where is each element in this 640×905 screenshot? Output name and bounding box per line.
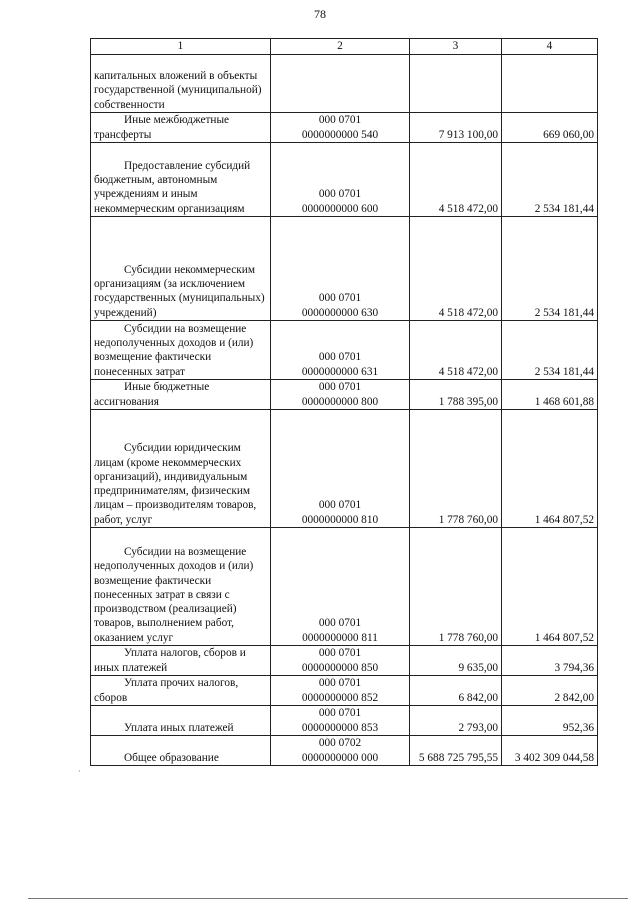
- column-header-4: 4: [502, 39, 598, 55]
- row-value-3: 2 793,00: [410, 706, 502, 736]
- column-header-1: 1: [91, 39, 271, 55]
- row-code: 000 0701 0000000000 800: [271, 380, 410, 410]
- table-row: [91, 321, 598, 380]
- row-name: Общее образование: [91, 736, 271, 766]
- row-value-4: 3 794,36: [502, 646, 598, 676]
- row-name: Субсидии на возмещение недополученных доходов и (или) возмещение фактически понесенных затрат: [91, 321, 271, 380]
- row-code: 000 0701 0000000000 850: [271, 646, 410, 676]
- row-value-4: 952,36: [502, 706, 598, 736]
- row-name: капитальных вложений в объекты государственной (муниципальной) собственности: [91, 55, 271, 113]
- table-row: [91, 380, 598, 410]
- table-row: [91, 143, 598, 217]
- table-row: [91, 706, 598, 736]
- row-value-4: [502, 55, 598, 113]
- row-value-4: 1 464 807,52: [502, 410, 598, 528]
- row-code: [271, 55, 410, 113]
- row-value-3: 6 842,00: [410, 676, 502, 706]
- row-value-4: 1 468 601,88: [502, 380, 598, 410]
- row-value-4: 1 464 807,52: [502, 528, 598, 646]
- table-row: [91, 736, 598, 766]
- table-row: [91, 113, 598, 143]
- page-bottom-rule: [28, 898, 628, 899]
- row-value-4: 2 534 181,44: [502, 217, 598, 321]
- row-name: Субсидии юридическим лицам (кроме некоммерческих организаций), индивидуальным предпринимателям, физическим лицам – производителям товаров, работ, услуг: [91, 410, 271, 528]
- row-value-3: 9 635,00: [410, 646, 502, 676]
- row-value-3: 4 518 472,00: [410, 143, 502, 217]
- table-row: [91, 55, 598, 113]
- column-header-2: 2: [271, 39, 410, 55]
- row-code: 000 0701 0000000000 630: [271, 217, 410, 321]
- row-code: 000 0701 0000000000 540: [271, 113, 410, 143]
- budget-table: [90, 38, 598, 766]
- row-code: 000 0701 0000000000 853: [271, 706, 410, 736]
- row-code: 000 0701 0000000000 810: [271, 410, 410, 528]
- row-code: 000 0701 0000000000 600: [271, 143, 410, 217]
- row-value-3: 4 518 472,00: [410, 321, 502, 380]
- row-name: Уплата прочих налогов, сборов: [91, 676, 271, 706]
- row-name: Предоставление субсидий бюджетным, автономным учреждениям и иным некоммерческим организациям: [91, 143, 271, 217]
- row-code: 000 0701 0000000000 631: [271, 321, 410, 380]
- row-code: 000 0702 0000000000 000: [271, 736, 410, 766]
- row-name: Уплата иных платежей: [91, 706, 271, 736]
- scan-speck: ·: [78, 767, 81, 776]
- column-header-3: 3: [410, 39, 502, 55]
- row-value-3: 1 788 395,00: [410, 380, 502, 410]
- table-row: [91, 676, 598, 706]
- row-name: Субсидии некоммерческим организациям (за исключением государственных (муниципальных) учреждений): [91, 217, 271, 321]
- table-row: [91, 646, 598, 676]
- row-name: Субсидии на возмещение недополученных доходов и (или) возмещение фактически понесенных затрат в связи с производством (реализацией) товаров, выполнением работ, оказанием услуг: [91, 528, 271, 646]
- row-value-3: 4 518 472,00: [410, 217, 502, 321]
- row-value-4: 669 060,00: [502, 113, 598, 143]
- table-row: [91, 217, 598, 321]
- table-header-row: [91, 39, 598, 55]
- table-row: [91, 410, 598, 528]
- row-value-4: 2 534 181,44: [502, 143, 598, 217]
- table-row: [91, 528, 598, 646]
- page-number: 78: [314, 7, 326, 21]
- row-name: Иные межбюджетные трансферты: [91, 113, 271, 143]
- row-value-3: 1 778 760,00: [410, 528, 502, 646]
- row-name: Иные бюджетные ассигнования: [91, 380, 271, 410]
- row-code: 000 0701 0000000000 811: [271, 528, 410, 646]
- row-value-3: [410, 55, 502, 113]
- row-value-3: 1 778 760,00: [410, 410, 502, 528]
- row-value-4: 2 534 181,44: [502, 321, 598, 380]
- row-name: Уплата налогов, сборов и иных платежей: [91, 646, 271, 676]
- row-value-4: 3 402 309 044,58: [502, 736, 598, 766]
- row-code: 000 0701 0000000000 852: [271, 676, 410, 706]
- row-value-3: 7 913 100,00: [410, 113, 502, 143]
- row-value-3: 5 688 725 795,55: [410, 736, 502, 766]
- row-value-4: 2 842,00: [502, 676, 598, 706]
